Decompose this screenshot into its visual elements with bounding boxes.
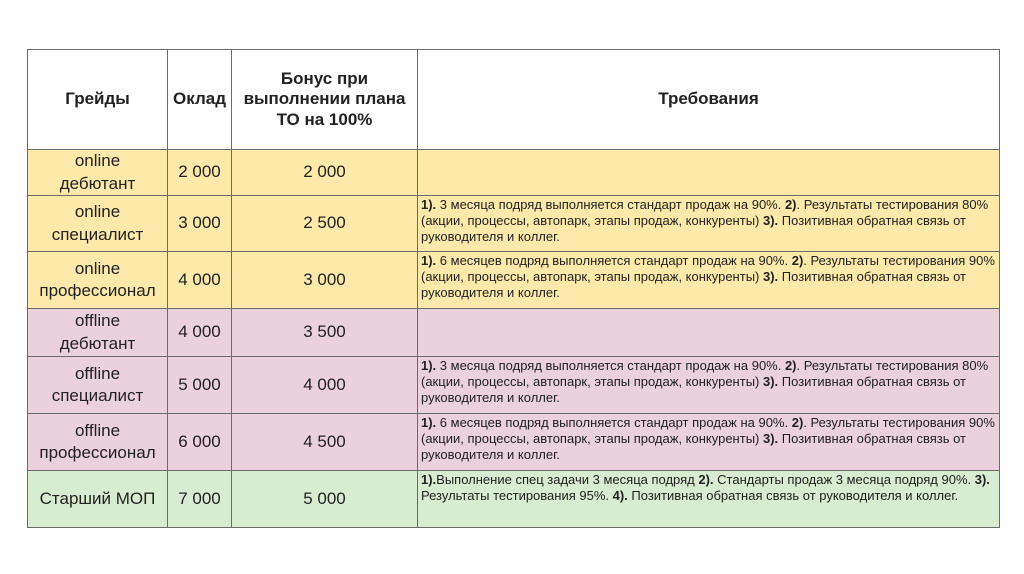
- bonus-cell: 4 500: [232, 414, 418, 471]
- table-row: [28, 150, 1000, 196]
- grades-table-container: [27, 49, 999, 528]
- salary-cell: 6 000: [168, 414, 232, 471]
- grade-cell: online профессионал: [28, 252, 168, 309]
- header-grades: Грейды: [28, 50, 168, 150]
- salary-cell: 5 000: [168, 357, 232, 414]
- grade-cell: offline дебютант: [28, 309, 168, 357]
- requirements-cell: 1). 3 месяца подряд выполняется стандарт продаж на 90%. 2). Результаты тестирования 80% (акции, процессы, автопарк, этапы продаж, конкуренты) 3). Позитивная обратная связь от руководителя и коллег.: [418, 196, 1000, 252]
- table-row: [28, 414, 1000, 471]
- bonus-cell: 2 000: [232, 150, 418, 196]
- header-bonus: Бонус при выполнении плана ТО на 100%: [232, 50, 418, 150]
- requirements-cell: [418, 309, 1000, 357]
- table-row: [28, 309, 1000, 357]
- header-salary: Оклад: [168, 50, 232, 150]
- bonus-cell: 4 000: [232, 357, 418, 414]
- salary-cell: 4 000: [168, 309, 232, 357]
- grade-cell: offline профессионал: [28, 414, 168, 471]
- salary-cell: 3 000: [168, 196, 232, 252]
- salary-cell: 2 000: [168, 150, 232, 196]
- grade-cell: online специалист: [28, 196, 168, 252]
- grade-cell: online дебютант: [28, 150, 168, 196]
- header-row: [28, 50, 1000, 150]
- grades-table: [27, 49, 1000, 528]
- bonus-cell: 3 000: [232, 252, 418, 309]
- table-row: [28, 252, 1000, 309]
- table-row: [28, 357, 1000, 414]
- table-row: [28, 471, 1000, 528]
- requirements-cell: 1). 6 месяцев подряд выполняется стандарт продаж на 90%. 2). Результаты тестирования 90% (акции, процессы, автопарк, этапы продаж, конкуренты) 3). Позитивная обратная связь от руководителя и коллег.: [418, 252, 1000, 309]
- requirements-cell: 1).Выполнение спец задачи 3 месяца подряд 2). Стандарты продаж 3 месяца подряд 90%. 3). Результаты тестирования 95%. 4). Позитивная обратная связь от руководителя и коллег.: [418, 471, 1000, 528]
- bonus-cell: 5 000: [232, 471, 418, 528]
- table-row: [28, 196, 1000, 252]
- requirements-cell: 1). 6 месяцев подряд выполняется стандарт продаж на 90%. 2). Результаты тестирования 90% (акции, процессы, автопарк, этапы продаж, конкуренты) 3). Позитивная обратная связь от руководителя и коллег.: [418, 414, 1000, 471]
- header-requirements: Требования: [418, 50, 1000, 150]
- requirements-cell: [418, 150, 1000, 196]
- requirements-cell: 1). 3 месяца подряд выполняется стандарт продаж на 90%. 2). Результаты тестирования 80% (акции, процессы, автопарк, этапы продаж, конкуренты) 3). Позитивная обратная связь от руководителя и коллег.: [418, 357, 1000, 414]
- bonus-cell: 2 500: [232, 196, 418, 252]
- grade-cell: offline специалист: [28, 357, 168, 414]
- bonus-cell: 3 500: [232, 309, 418, 357]
- grade-cell: Старший МОП: [28, 471, 168, 528]
- salary-cell: 7 000: [168, 471, 232, 528]
- salary-cell: 4 000: [168, 252, 232, 309]
